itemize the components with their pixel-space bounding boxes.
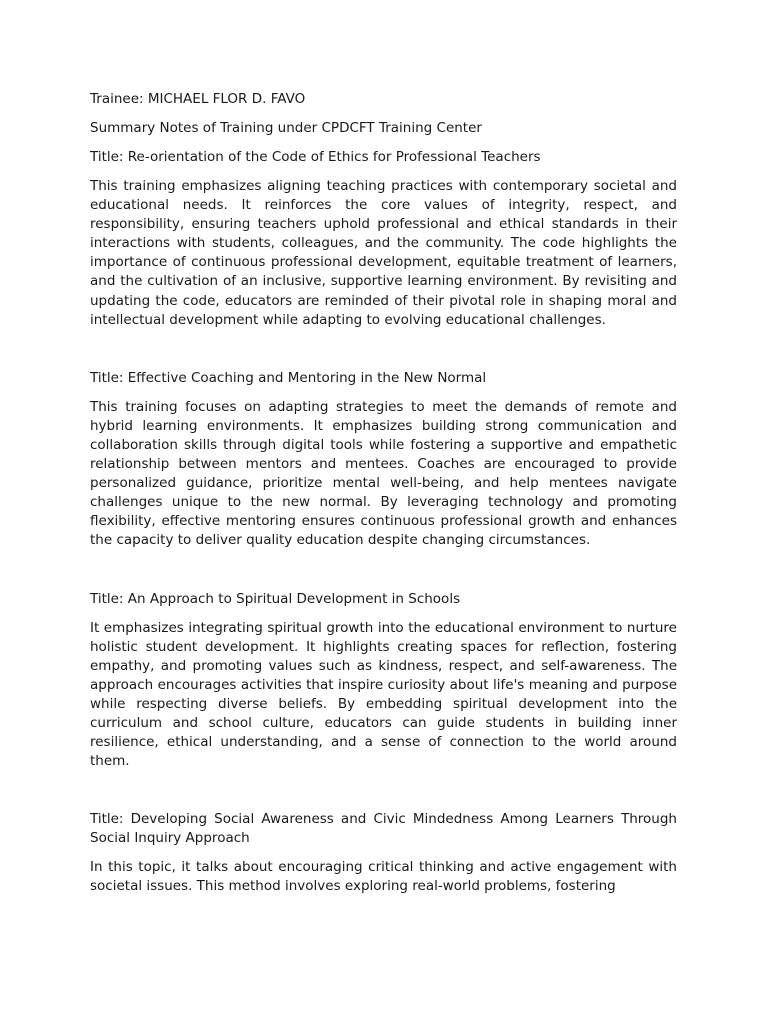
section-title-code-of-ethics: Title: Re-orientation of the Code of Ethics for Professional Teachers (90, 149, 541, 165)
summary-heading: Summary Notes of Training under CPDCFT Training Center (90, 120, 482, 136)
document-page (90, 90, 677, 896)
section-title-social-awareness: Title: Developing Social Awareness and Civic Mindedness Among Learners Through Social Inquiry Approach (90, 811, 677, 847)
trainee-line: Trainee: MICHAEL FLOR D. FAVO (90, 91, 306, 107)
section-body-social-awareness: In this topic, it talks about encouraging critical thinking and active engagement with societal issues. This method involves exploring real-world problems, fostering (90, 859, 677, 895)
section-title-coaching-mentoring: Title: Effective Coaching and Mentoring in the New Normal (90, 369, 487, 386)
section-body-coaching-mentoring: This training focuses on adapting strategies to meet the demands of remote and hybrid learning environments. It emphasizes building strong communication and collaboration skills through digital tools while fostering a supportive and empathetic relationship between mentors and mentees. Coaches are encouraged to provide personalized guidance, prioritize mental well-being, and help mentees navigate challenges unique to the new normal. By leveraging technology and promoting flexibility, effective mentoring ensures continuous professional growth and enhances the capacity to deliver quality education despite changing circumstances. (90, 398, 677, 549)
section-title-spiritual-development: Title: An Approach to Spiritual Development in Schools (90, 590, 461, 607)
section-body-spiritual-development: It emphasizes integrating spiritual growth into the educational environment to nurture holistic student development. It highlights creating spaces for reflection, fostering empathy, and promoting values such as kindness, respect, and self-awareness. The approach encourages activities that inspire curiosity about life's meaning and purpose while respecting diverse beliefs. By embedding spiritual development into the curriculum and school culture, educators can guide students in building inner resilience, ethical understanding, and a sense of connection to the world around them. (90, 619, 677, 770)
section-body-code-of-ethics: This training emphasizes aligning teaching practices with contemporary societal and educational needs. It reinforces the core values of integrity, respect, and responsibility, ensuring teachers uphold professional and ethical standards in their interactions with students, colleagues, and the community. The code highlights the importance of continuous professional development, equitable treatment of learners, and the cultivation of an inclusive, supportive learning environment. By revisiting and updating the code, educators are reminded of their pivotal role in shaping moral and intellectual development while adapting to evolving educational challenges. (90, 178, 677, 328)
